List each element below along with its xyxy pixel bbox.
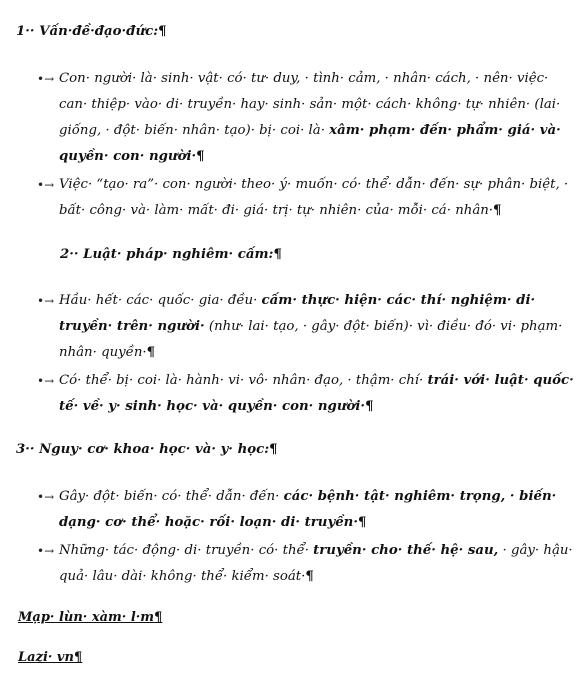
list-item: •→ Gây· đột· biến· có· thể· dẫn· đến· các· bệnh· tật· nghiêm· trọng, · biến· dạng· cơ· thể· hoặc· rối· loạn· di· truyền·¶ — [37, 484, 577, 536]
signature-line-1: Mạp· lùn· xàm· l·m¶ — [18, 610, 163, 625]
bullet-arrow-icon: •→ — [37, 178, 55, 192]
heading-law: 2·· Luật· pháp· nghiêm· cấm:¶ — [60, 247, 282, 262]
list-item: •→ Những· tác· động· di· truyền· có· thể· truyền· cho· thế· hệ· sau, · gây· hậu· quả· lâu· dài· không· thể· kiểm· soát·¶ — [37, 538, 577, 590]
bullet-arrow-icon: •→ — [37, 72, 55, 86]
list-item: •→ Con· người· là· sinh· vật· có· tư· duy, · tình· cảm, · nhân· cách, · nên· việc· can· thiệp· vào· di· truyền· hay· sinh· sản· một· cách· không· tự· nhiên· (lai· giống, · đột· biến· nhân· tạo)· bị· coi· là· xâm· phạm· đến· phẩm· giá· và· quyền· con· người·¶ — [37, 66, 577, 170]
bullet-arrow-icon: •→ — [37, 490, 55, 504]
bullet-arrow-icon: •→ — [37, 374, 55, 388]
heading-ethics: 1·· Vấn·đề·đạo·đức:¶ — [16, 24, 167, 39]
bullet-arrow-icon: •→ — [37, 294, 55, 308]
bullet-arrow-icon: •→ — [37, 544, 55, 558]
list-item: •→ Có· thể· bị· coi· là· hành· vi· vô· nhân· đạo, · thậm· chí· trái· với· luật· quốc· tế· về· y· sinh· học· và· quyền· con· người·¶ — [37, 368, 577, 420]
list-item: •→ Hầu· hết· các· quốc· gia· đều· cấm· thực· hiện· các· thí· nghiệm· di· truyền· trên· người· (như· lai· tạo, · gây· đột· biến)· vì· điều· đó· vi· phạm· nhân· quyền·¶ — [37, 288, 577, 366]
signature-line-2: Lazi· vn¶ — [18, 650, 83, 665]
list-item: •→ Việc· “tạo· ra”· con· người· theo· ý· muốn· có· thể· dẫn· đến· sự· phân· biệt, · bất· công· và· làm· mất· đi· giá· trị· tự· nhiên· của· mỗi· cá· nhân·¶ — [37, 172, 577, 224]
heading-risk: 3·· Nguy· cơ· khoa· học· và· y· học:¶ — [16, 442, 278, 457]
